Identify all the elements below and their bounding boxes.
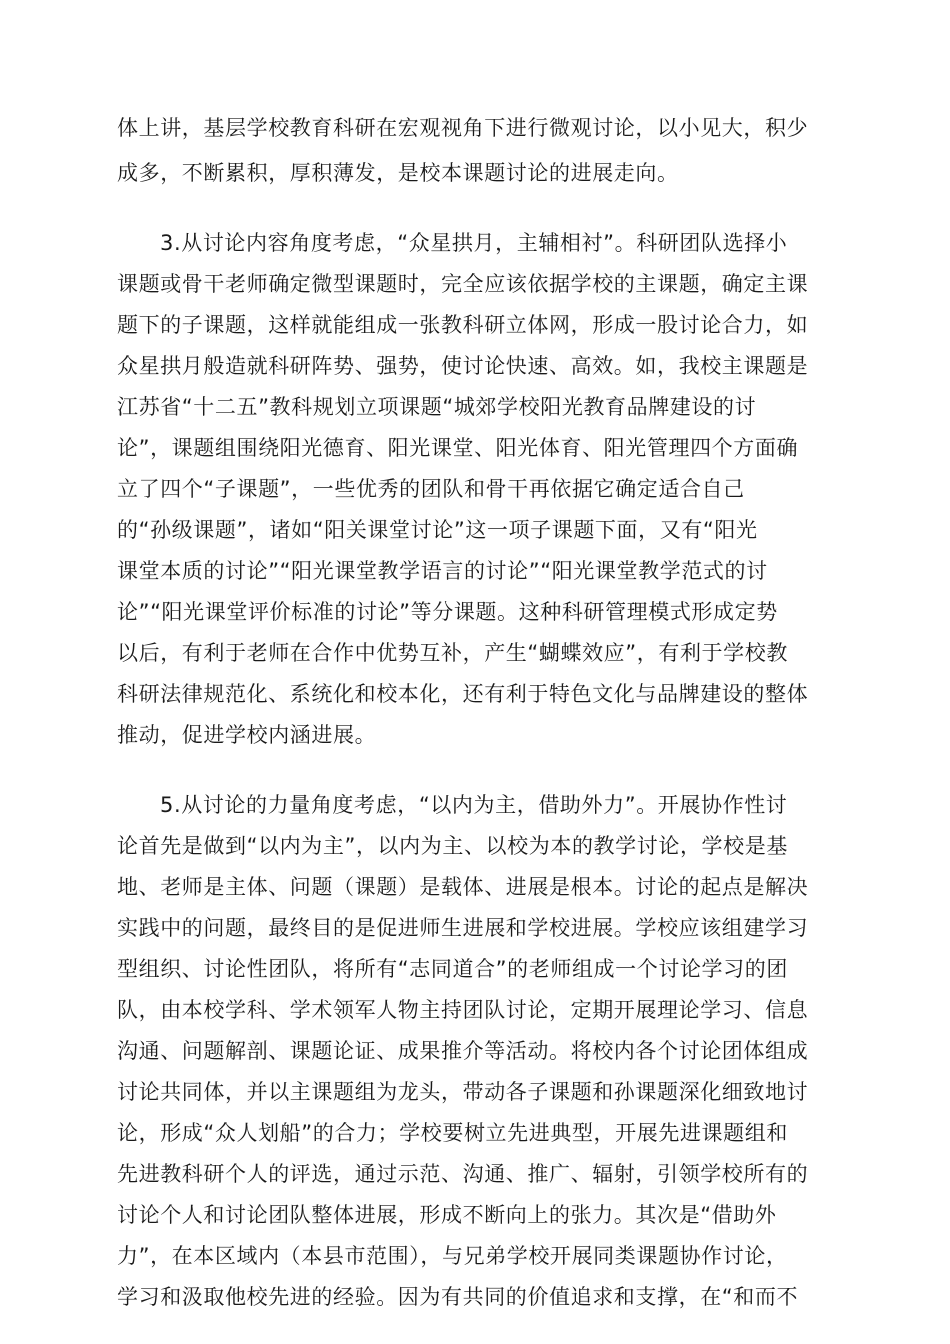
text-line: 讨论共同体，并以主课题组为龙头，带动各子课题和孙课题深化细致地讨	[117, 1080, 809, 1104]
text-line: 课题或骨干老师确定微型课题时，完全应该依据学校的主课题，确定主课	[117, 272, 809, 296]
text-line: 推动，促进学校内涵进展。	[117, 723, 377, 747]
text-line: 成多，不断累积，厚积薄发，是校本课题讨论的进展走向。	[117, 161, 679, 185]
text-line: 型组织、讨论性团队，将所有“志同道合”的老师组成一个讨论学习的团	[117, 957, 788, 981]
text-line: 论，形成“众人划船”的合力；学校要树立先进典型，开展先进课题组和	[117, 1121, 788, 1145]
text-line: 3.从讨论内容角度考虑，“众星拱月，主辅相衬”。科研团队选择小	[160, 231, 788, 255]
text-line: 立了四个“子课题”，一些优秀的团队和骨干再依据它确定适合自己	[117, 477, 745, 501]
text-line: 论首先是做到“以内为主”，以内为主、以校为本的教学讨论，学校是基	[117, 834, 788, 858]
text-line: 的“孙级课题”，诸如“阳关课堂讨论”这一项子课题下面，又有“阳光	[117, 518, 758, 542]
text-line: 地、老师是主体、问题（课题）是载体、进展是根本。讨论的起点是解决	[117, 875, 809, 899]
text-line: 以后，有利于老师在合作中优势互补，产生“蝴蝶效应”，有利于学校教	[117, 641, 788, 665]
text-line: 学习和汲取他校先进的经验。因为有共同的价值追求和支撑，在“和而不	[117, 1285, 799, 1309]
text-line: 论”“阳光课堂评价标准的讨论”等分课题。这种科研管理模式形成定势	[117, 600, 778, 624]
text-line: 众星拱月般造就科研阵势、强势，使讨论快速、高效。如，我校主课题是	[117, 354, 809, 378]
text-line: 课堂本质的讨论”“阳光课堂教学语言的讨论”“阳光课堂教学范式的讨	[117, 559, 768, 583]
text-line: 讨论个人和讨论团队整体进展，形成不断向上的张力。其次是“借助外	[117, 1203, 777, 1227]
text-line: 实践中的问题，最终目的是促进师生进展和学校进展。学校应该组建学习	[117, 916, 809, 940]
text-line: 力”，在本区域内（本县市范围），与兄弟学校开展同类课题协作讨论，	[117, 1244, 788, 1268]
text-line: 题下的子课题，这样就能组成一张教科研立体网，形成一股讨论合力，如	[117, 313, 809, 337]
text-line: 先进教科研个人的评选，通过示范、沟通、推广、辐射，引领学校所有的	[117, 1162, 809, 1186]
text-line: 沟通、问题解剖、课题论证、成果推介等活动。将校内各个讨论团体组成	[117, 1039, 809, 1063]
text-line: 5.从讨论的力量角度考虑，“以内为主，借助外力”。开展协作性讨	[160, 793, 788, 817]
text-line: 体上讲，基层学校教育科研在宏观视角下进行微观讨论，以小见大，积少	[117, 116, 809, 140]
text-line: 科研法律规范化、系统化和校本化，还有利于特色文化与品牌建设的整体	[117, 682, 809, 706]
text-line: 论”，课题组围绕阳光德育、阳光课堂、阳光体育、阳光管理四个方面确	[117, 436, 799, 460]
text-line: 江苏省“十二五”教科规划立项课题“城郊学校阳光教育品牌建设的讨	[117, 395, 757, 419]
text-line: 队，由本校学科、学术领军人物主持团队讨论，定期开展理论学习、信息	[117, 998, 809, 1022]
